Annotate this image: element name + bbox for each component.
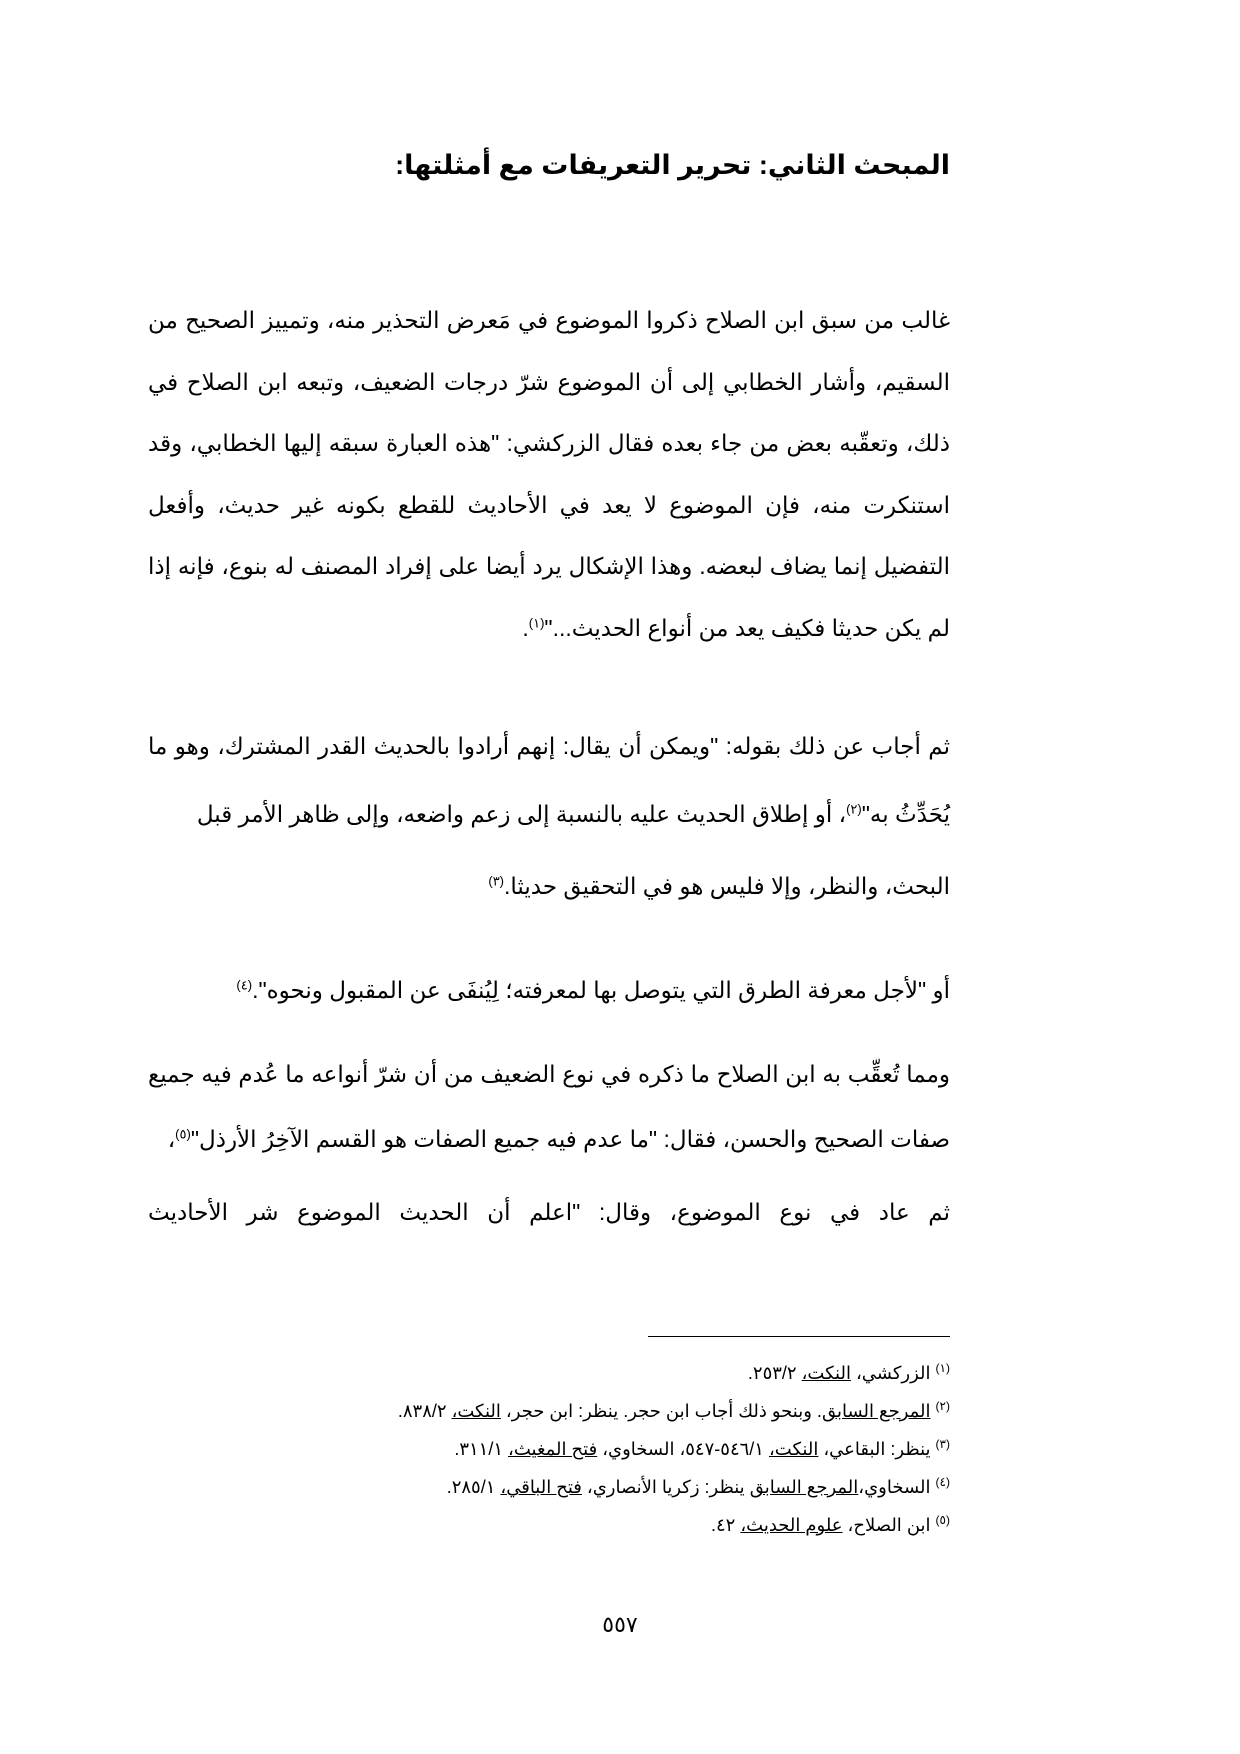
- footnotes: [148, 1354, 950, 1544]
- footnote-number: (١): [935, 1361, 950, 1375]
- footnote-2: [148, 1392, 950, 1430]
- paragraph-3-text: أو "لأجل معرفة الطرق التي يتوصل بها لمعرفته؛ لِيُنفَى عن المقبول ونحوه".: [252, 977, 950, 1003]
- footnote-number: (٤): [935, 1475, 950, 1489]
- paragraph-4-text-a: ومما تُعقِّب به ابن الصلاح ما ذكره في نوع الضعيف من أن شرّ أنواعه ما عُدم فيه جميع صفات الصحيح والحسن، فقال: "ما عدم فيه جميع الصفات هو القسم الآخِرُ الأرذل": [148, 1061, 950, 1152]
- page-number: ٥٥٧: [602, 1612, 638, 1637]
- footnote-ref-4[interactable]: (٤): [236, 977, 253, 993]
- paragraph-1: [148, 290, 950, 659]
- footnote-divider: [648, 1336, 950, 1337]
- footnote-3: [148, 1430, 950, 1468]
- footnote-text: ٤٢.: [710, 1515, 741, 1535]
- footnote-text: . وبنحو ذلك أجاب ابن حجر. ينظر: ابن حجر،: [500, 1401, 822, 1421]
- footnote-source-title: النكت،: [801, 1363, 851, 1383]
- footnote-text: ينظر: زكريا الأنصاري،: [581, 1477, 750, 1497]
- paragraph-2: [148, 712, 950, 932]
- paragraph-2-last-line: [148, 840, 950, 932]
- paragraph-1-end: .: [522, 614, 529, 641]
- footnote-4: [148, 1468, 950, 1506]
- paragraph-4-text-b: ،: [167, 1126, 176, 1152]
- footnote-source-title: فتح الباقي،: [500, 1477, 582, 1497]
- footnote-source-title: فتح المغيث،: [508, 1439, 598, 1459]
- footnote-text: ٣١١/١.: [454, 1439, 509, 1459]
- footnote-text: ٥٤٦/١-٥٤٧، السخاوي،: [597, 1439, 769, 1459]
- footnote-text: ابن الصلاح،: [842, 1515, 931, 1535]
- footnote-source-title: علوم الحديث،: [740, 1515, 843, 1535]
- section-heading: المبحث الثاني: تحرير التعريفات مع أمثلتها:: [395, 150, 950, 180]
- paragraph-2-text-a: ثم أجاب عن ذلك بقوله: "ويمكن أن يقال: إنهم أرادوا بالحديث القدر المشترك، وهو ما يُحَدِّثُ به": [148, 733, 950, 827]
- footnote-text: ينظر: البقاعي،: [818, 1439, 931, 1459]
- footnote-5: [148, 1506, 950, 1544]
- footnote-source-title: المرجع السابق: [749, 1477, 859, 1497]
- footnote-1: [148, 1354, 950, 1392]
- paragraph-3: [148, 960, 950, 1020]
- footnote-ref-1[interactable]: (١): [528, 614, 545, 630]
- footnote-text: السخاوي،: [858, 1477, 931, 1497]
- footnote-text: ٨٣٨/٢.: [397, 1401, 452, 1421]
- footnote-number: (٢): [935, 1399, 950, 1413]
- footnote-source-title: المرجع السابق: [821, 1401, 931, 1421]
- footnote-ref-3[interactable]: (٣): [488, 873, 505, 889]
- footnote-ref-2[interactable]: (٢): [846, 801, 862, 817]
- footnote-text: الزركشي،: [850, 1363, 931, 1383]
- paragraph-2-text-c: البحث، والنظر، وإلا فليس هو في التحقيق حديثا.: [504, 873, 950, 899]
- paragraph-1-text: غالب من سبق ابن الصلاح ذكروا الموضوع في مَعرض التحذير منه، وتمييز الصحيح من السقيم، وأشار الخطابي إلى أن الموضوع شرّ درجات الضعيف، وتبعه ابن الصلاح في ذلك، وتعقّبه بعض من جاء بعده فقال الزركشي: "هذه العبارة سبقه إليها الخطابي، وقد استنكرت منه، فإن الموضوع لا يعد في الأحاديث للقطع بكونه غير حديث، وأفعل التفضيل إنما يضاف لبعضه. وهذا الإشكال يرد أيضا على إفراد المصنف له بنوع، فإنه إذا لم يكن حديثا فكيف يعد من أنواع الحديث...": [148, 307, 950, 641]
- footnote-source-title: النكت،: [451, 1401, 501, 1421]
- footnote-source-title: النكت،: [768, 1439, 819, 1459]
- footnote-number: (٥): [935, 1513, 950, 1527]
- footnote-number: (٣): [935, 1437, 950, 1451]
- paragraph-4: [148, 1042, 950, 1245]
- footnote-ref-5[interactable]: (٥): [175, 1126, 191, 1142]
- footnote-text: ٢٥٣/٢.: [747, 1363, 802, 1383]
- footnote-text: ٢٨٥/١.: [446, 1477, 501, 1497]
- paragraph-4-last-line: ثم عاد في نوع الموضوع، وقال: "اعلم أن الحديث الموضوع شر الأحاديث: [148, 1199, 950, 1225]
- paragraph-2-text-b: ، أو إطلاق الحديث عليه بالنسبة إلى زعم واضعه، وإلى ظاهر الأمر قبل: [196, 801, 847, 827]
